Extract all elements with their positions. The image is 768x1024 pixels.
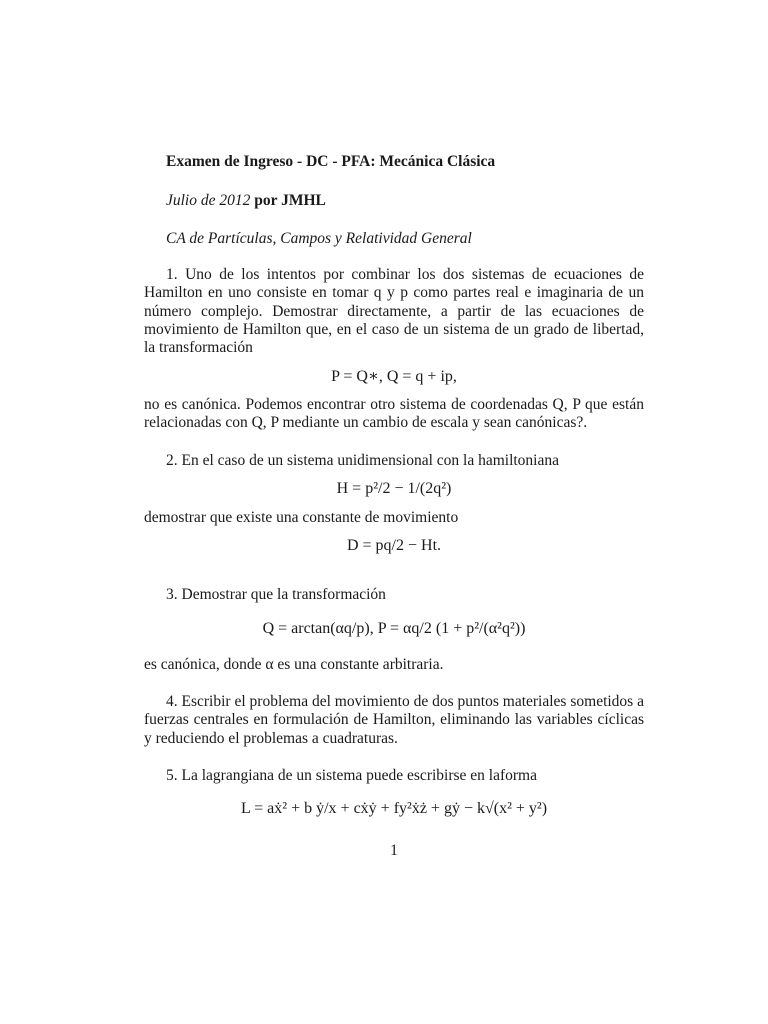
problem-1-text: Uno de los intentos por combinar los dos sistemas de ecuaciones de Hamilton en uno consiste en tomar q y p como partes real e imaginaria de un número complejo. Demostrar directamente, a partir de las ecuaciones de movimiento de Hamilton que, en el caso de un sistema de un grado de libertad, la transformación xyxy=(144,266,644,357)
problem-2-equation-hamiltonian: H = p²/2 − 1/(2q²) xyxy=(336,480,452,497)
problem-3-equation: Q = arctan(αq/p), P = αq/2 (1 + p²/(α²q²)) xyxy=(262,620,526,637)
problem-4-text: Escribir el problema del movimiento de dos puntos materiales sometidos a fuerzas centrales en formulación de Hamilton, eliminando las variables cíclicas y reduciendo el problemas a cuadraturas. xyxy=(144,693,644,747)
problem-3-text: Demostrar que la transformación xyxy=(181,586,386,603)
exam-date-author xyxy=(166,192,326,210)
problem-3-conclusion: es canónica, donde α es una constante arbitraria. xyxy=(144,656,444,673)
problem-4-statement xyxy=(144,693,644,748)
problem-2-text: En el caso de un sistema unidimensional con la hamiltoniana xyxy=(181,452,560,469)
exam-title: Examen de Ingreso - DC - PFA: Mecánica Clásica xyxy=(166,153,496,170)
problem-2-number: 2. xyxy=(166,452,178,469)
problem-2-middle-text: demostrar que existe una constante de movimiento xyxy=(144,509,459,526)
problem-1-number: 1. xyxy=(166,266,178,283)
problem-2-equation-constant: D = pq/2 − Ht. xyxy=(346,537,442,554)
exam-affiliation: CA de Partículas, Campos y Relatividad General xyxy=(166,230,472,247)
problem-3-statement xyxy=(144,586,644,604)
problem-5-number: 5. xyxy=(166,767,178,784)
exam-author: por JMHL xyxy=(254,192,326,209)
problem-1-statement xyxy=(144,266,644,357)
problem-1-conclusion: no es canónica. Podemos encontrar otro sistema de coordenadas Q, P que están relacionadas con Q, P mediante un cambio de escala y sean canónicas?. xyxy=(144,396,644,432)
problem-5-statement xyxy=(144,767,644,785)
problem-4-number: 4. xyxy=(166,693,178,710)
problem-2-statement xyxy=(144,452,644,470)
problem-1-equation: P = Q∗, Q = q + ip, xyxy=(331,368,457,385)
exam-date: Julio de 2012 xyxy=(166,192,251,209)
problem-5-text: La lagrangiana de un sistema puede escribirse en laforma xyxy=(181,767,537,784)
page-number: 1 xyxy=(390,842,398,859)
problem-3-number: 3. xyxy=(166,586,178,603)
problem-5-equation-lagrangian: L = aẋ² + b ẏ/x + cẋẏ + fy²ẋż + gẏ − k√(x² + y²) xyxy=(240,800,548,817)
